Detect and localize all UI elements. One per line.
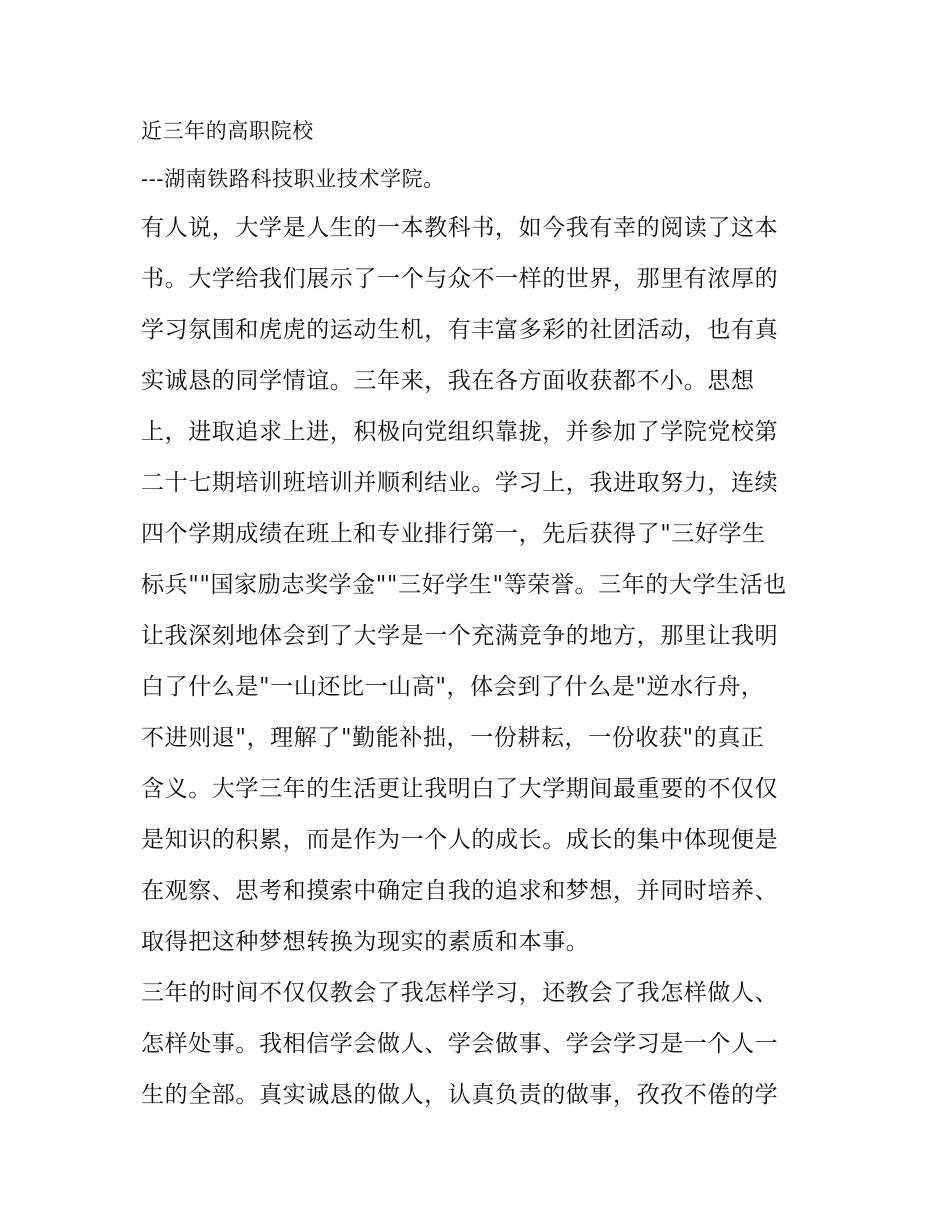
paragraph-line: 是知识的积累，而是作为一个人的成长。成长的集中体现便是 xyxy=(141,827,779,853)
subtitle-line: ---湖南铁路科技职业技术学院。 xyxy=(141,167,445,191)
paragraph-line: 书。大学给我们展示了一个与众不一样的世界，那里有浓厚的 xyxy=(141,266,779,292)
paragraph-line: 取得把这种梦想转换为现实的素质和本事。 xyxy=(141,929,590,955)
paragraph-line: 不进则退"，理解了"勤能补拙，一份耕耘，一份收获"的真正 xyxy=(141,725,765,751)
paragraph-line: 含义。大学三年的生活更让我明白了大学期间最重要的不仅仅 xyxy=(141,776,779,802)
paragraph-line: 在观察、思考和摸索中确定自我的追求和梦想，并同时培养、 xyxy=(141,878,779,904)
paragraph-line: 学习氛围和虎虎的运动生机，有丰富多彩的社团活动，也有真 xyxy=(141,317,779,343)
paragraph-line: 实诚恳的同学情谊。三年来，我在各方面收获都不小。思想 xyxy=(141,368,755,394)
paragraph-line: 怎样处事。我相信学会做人、学会做事、学会学习是一个人一 xyxy=(141,1031,779,1057)
paragraph-line: 上，进取追求上进，积极向党组织靠拢，并参加了学院党校第 xyxy=(141,419,779,445)
paragraph-line: 三年的时间不仅仅教会了我怎样学习，还教会了我怎样做人、 xyxy=(141,980,779,1006)
paragraph-line: 白了什么是"一山还比一山高"，体会到了什么是"逆水行舟， xyxy=(141,674,765,700)
paragraph-line: 有人说，大学是人生的一本教科书，如今我有幸的阅读了这本 xyxy=(141,215,779,241)
paragraph-line: 让我深刻地体会到了大学是一个充满竞争的地方，那里让我明 xyxy=(141,623,779,649)
paragraph-line: 生的全部。真实诚恳的做人，认真负责的做事，孜孜不倦的学 xyxy=(141,1082,779,1108)
paragraph-line: 四个学期成绩在班上和专业排行第一，先后获得了"三好学生 xyxy=(141,521,766,547)
paragraph-line: 标兵""国家励志奖学金""三好学生"等荣誉。三年的大学生活也 xyxy=(141,572,787,598)
title-line: 近三年的高职院校 xyxy=(141,119,314,143)
document-body xyxy=(141,107,821,1121)
paragraph-line: 二十七期培训班培训并顺利结业。学习上，我进取努力，连续 xyxy=(141,470,779,496)
